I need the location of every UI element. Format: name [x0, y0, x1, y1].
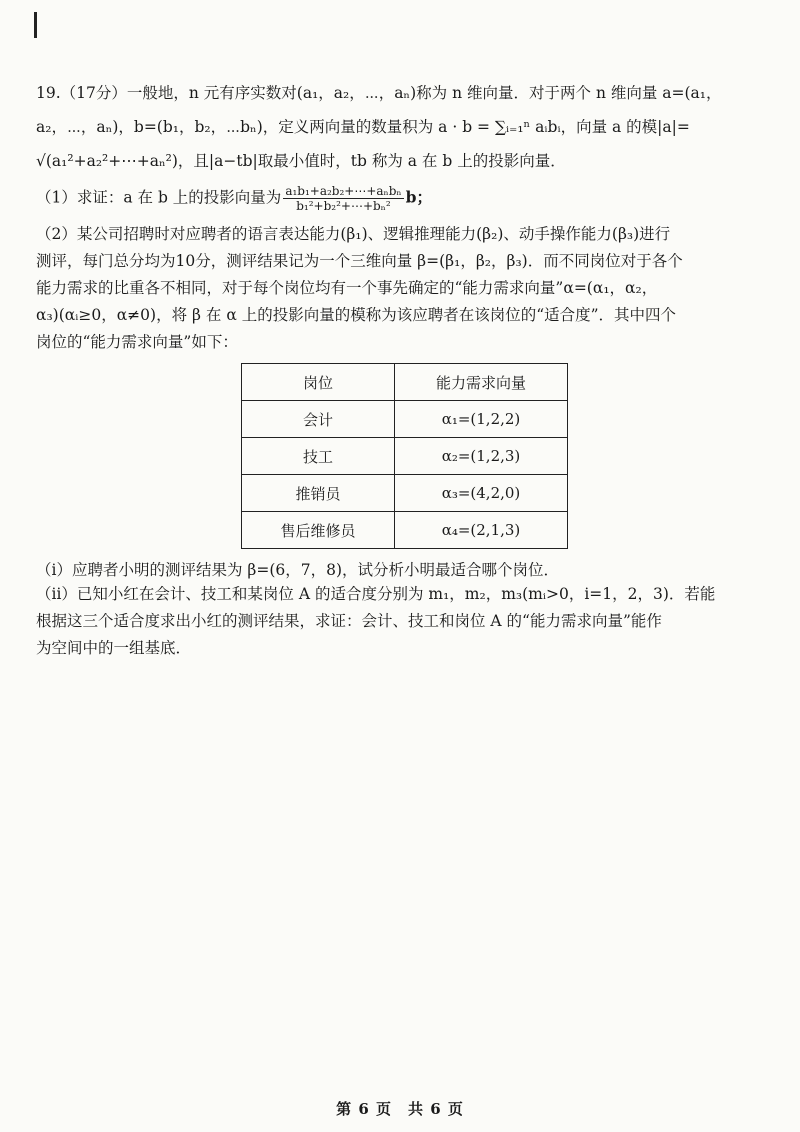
table-header-cell: 能力需求向量 [395, 364, 568, 401]
table-row [242, 401, 568, 438]
problem-line: 19.（17分）一般地，n 元有序实数对(a₁，a₂，⋯，aₙ)称为 n 维向量．对于两个 n 维向量 a=(a₁， [36, 84, 722, 102]
part-1-prefix: （1）求证：a 在 b 上的投影向量为 [36, 188, 282, 207]
part-1-suffix: b； [405, 187, 432, 207]
table-cell-position: 推销员 [242, 475, 395, 512]
question-19 [36, 82, 776, 659]
subpart-line: （ⅰ）应聘者小明的测评结果为 β=(6，7，8)，试分析小明最适合哪个岗位． [36, 561, 560, 579]
table-row [242, 512, 568, 549]
subpart-line: （ⅱ）已知小红在会计、技工和某岗位 A 的适合度分别为 m₁，m₂，m₃(mᵢ>0，i=1，2，3)．若能 [36, 585, 716, 603]
subparts [36, 559, 776, 659]
table-row [242, 438, 568, 475]
table-cell-vector: α₁=(1,2,2) [395, 401, 568, 438]
problem-line: √(a₁²+a₂²+⋯+aₙ²)，且|a−tb|取最小值时，tb 称为 a 在 b 上的投影向量． [36, 152, 566, 170]
subpart-line: 根据这三个适合度求出小红的测评结果，求证：会计、技工和岗位 A 的“能力需求向量”能作 [36, 612, 662, 630]
table-row [242, 475, 568, 512]
part-2-line: 测评，每门总分均为10分，测评结果记为一个三维向量 β=(β₁，β₂，β₃)．而不同岗位对于各个 [36, 252, 683, 270]
subpart-line: 为空间中的一组基底． [36, 639, 192, 657]
part-2-line: α₃)(αᵢ≥0，α≠0)，将 β 在 α 上的投影向量的模称为该应聘者在该岗位的“适合度”．其中四个 [36, 306, 677, 324]
fraction-numerator: a₁b₁+a₂b₂+⋯+aₙbₙ [285, 184, 402, 198]
table-cell-vector: α₂=(1,2,3) [395, 438, 568, 475]
ability-vector-table [241, 363, 568, 549]
table-cell-vector: α₄=(2,1,3) [395, 512, 568, 549]
part-2-line: 能力需求的比重各不相同，对于每个岗位均有一个事先确定的“能力需求向量”α=(α₁，α₂， [36, 279, 658, 297]
problem-line: a₂，⋯，aₙ)，b=(b₁，b₂，⋯bₙ)，定义两向量的数量积为 a · b = ∑ᵢ₌₁ⁿ aᵢbᵢ，向量 a 的模|a|= [36, 118, 690, 136]
fraction-denominator: b₁²+b₂²+⋯+bₙ² [296, 199, 391, 213]
table-cell-vector: α₃=(4,2,0) [395, 475, 568, 512]
part-2 [36, 223, 776, 353]
problem-statement [36, 82, 776, 172]
part-2-line: 岗位的“能力需求向量”如下： [36, 333, 238, 351]
table-cell-position: 会计 [242, 401, 395, 438]
page-footer: 第 6 页 共 6 页 [336, 1100, 464, 1118]
table-cell-position: 技工 [242, 438, 395, 475]
part-2-line: （2）某公司招聘时对应聘者的语言表达能力(β₁)、逻辑推理能力(β₂)、动手操作能力(β₃)进行 [36, 225, 671, 243]
projection-fraction [283, 184, 403, 213]
table-cell-position: 售后维修员 [242, 512, 395, 549]
part-1 [36, 184, 776, 213]
margin-mark [34, 12, 37, 38]
table-header-cell: 岗位 [242, 364, 395, 401]
table-header-row [242, 364, 568, 401]
